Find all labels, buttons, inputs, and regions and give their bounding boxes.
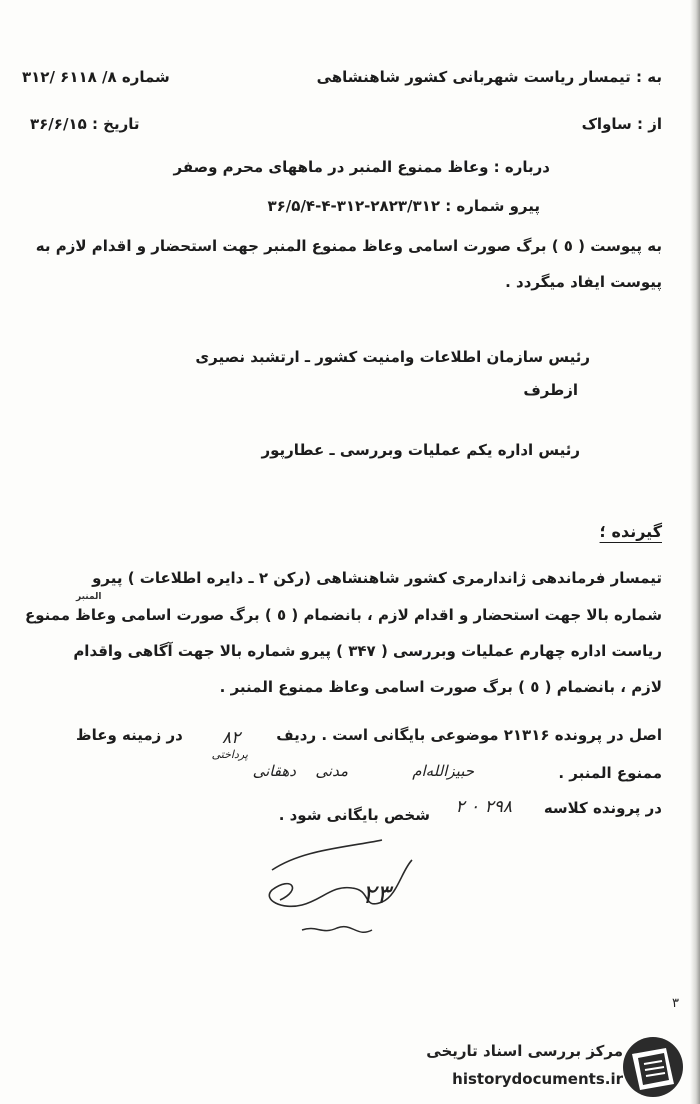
footer-org-name: مرکز بررسی اسناد تاریخی	[426, 1042, 623, 1060]
archive-logo-icon	[618, 1034, 688, 1100]
stamp-number: ۲۳	[362, 880, 390, 910]
footer-website[interactable]: historydocuments.ir	[452, 1070, 623, 1088]
body-line-1: به پیوست ( ٥ ) برگ صورت اسامی وعاظ ممنوع المنبر جهت استحضار و اقدام لازم به	[35, 237, 662, 255]
archive-row: ۸۲	[222, 728, 241, 748]
handwritten-note-4: پرداختی	[211, 748, 248, 761]
document-date: تاریخ : ۳۶/۶/۱۵	[30, 115, 140, 133]
archive-line-2: ممنوع المنبر .	[558, 764, 662, 782]
from-line: از : ساواک	[581, 115, 662, 133]
to-line: به : تیمسار ریاست شهربانی کشور شاهنشاهی	[316, 68, 662, 86]
signature-1: رئیس سازمان اطلاعات وامنیت کشور ـ ارتشبد نصیری	[195, 348, 590, 366]
subject-line: درباره : وعاظ ممنوع المنبر در ماههای محرم وصفر	[173, 158, 550, 176]
handwritten-signature	[262, 830, 442, 950]
recipient-line-3: ریاست اداره چهارم عملیات وبررسی ( ۳۴۷ ) پیرو شماره بالا جهت آگاهی واقدام	[73, 642, 662, 660]
recipient-line-1: تیمسار فرماندهی ژاندارمری کشور شاهنشاهی (رکن ۲ ـ دایره اطلاعات ) پیرو	[92, 569, 662, 587]
recipient-line-4: لازم ، بانضمام ( ٥ ) برگ صورت اسامی وعاظ ممنوع المنبر .	[219, 678, 662, 696]
archive-line-1: اصل در پرونده ۲۱۳۱۶ موضوعی بایگانی است . ردیف	[276, 726, 662, 744]
margin-number: ۳	[672, 996, 679, 1011]
handwritten-note-2: مدنی	[315, 762, 348, 780]
reference-line: پیرو شماره : ۲۸۲۳/۳۱۲-۳۱۲-۴-۳۶/۵/۴	[267, 197, 540, 215]
body-line-2: پیوست ایفاد میگردد .	[505, 273, 662, 291]
signature-2: رئیس اداره یکم عملیات وبررسی ـ عطارپور	[261, 441, 580, 459]
archive-class-number: ۲۹۸ ۰ ۲	[455, 797, 512, 817]
archive-line-4: شخص بایگانی شود .	[278, 806, 430, 824]
signature-1-on-behalf: ازطرف	[523, 381, 578, 399]
document-number: شماره ۸/ ۶۱۱۸ /۳۱۲	[22, 68, 170, 86]
recipient-line-2: شماره بالا جهت استحضار و اقدام لازم ، بانضمام ( ٥ ) برگ صورت اسامی وعاظ ممنوع	[24, 606, 662, 624]
inline-note: المنبر	[76, 592, 102, 602]
archive-row-suffix: در زمینه وعاظ	[76, 726, 183, 744]
recipient-heading: گیرنده ؛	[599, 522, 662, 541]
archive-line-3: در پرونده کلاسه	[543, 799, 662, 817]
handwritten-note-1: حبیزالله‌ام	[412, 762, 474, 780]
handwritten-note-3: دهقانی	[252, 762, 296, 780]
scan-edge	[690, 0, 700, 1104]
